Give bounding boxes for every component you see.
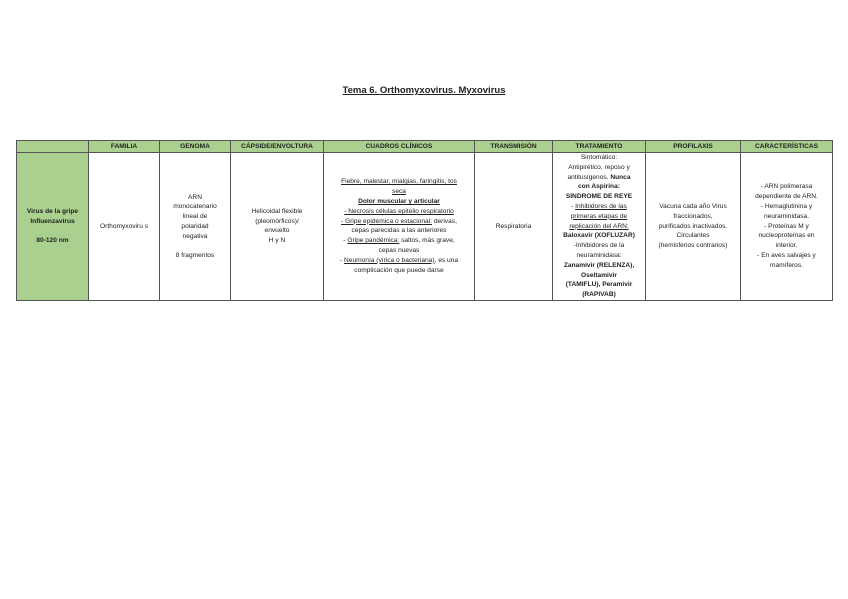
caracteristicas-line: interior.	[775, 242, 798, 250]
header-tratamiento: TRATAMIENTO	[553, 141, 646, 153]
tratamiento-line: primeras etapas de	[570, 212, 628, 220]
tratamiento-line: (RAPIVAB)	[582, 291, 616, 299]
cuadros-fragment: , es una	[434, 256, 459, 264]
tratamiento-line: Baloxavir (XOFLUZAR)	[563, 232, 635, 240]
cuadros-fragment: derivas,	[431, 217, 457, 225]
caracteristicas-line: nucleoproteínas en	[758, 232, 815, 240]
tratamiento-line	[555, 173, 643, 183]
profilaxis-cell	[646, 153, 741, 301]
genoma-line: monocatenario	[173, 203, 217, 211]
header-row	[17, 141, 833, 153]
virus-name-line-1: Virus de la gripe	[26, 208, 79, 216]
transmision-cell	[475, 153, 553, 301]
tratamiento-fragment: Nunca	[608, 173, 631, 181]
genoma-line: lineal de	[182, 213, 208, 221]
caracteristicas-line: mamíferos.	[770, 261, 803, 269]
virus-name-line-2: Influenzavirus	[30, 218, 75, 226]
tratamiento-line: SINDROME DE REYE	[565, 193, 633, 201]
virus-size: 80-120 nm	[36, 236, 69, 244]
cuadros-line: cepas nuevas	[378, 247, 420, 255]
header-cuadros: CUADROS CLÍNICOS	[324, 141, 475, 153]
virus-table	[16, 140, 833, 301]
caracteristicas-line: - Hemaglutinina y	[760, 202, 813, 210]
header-caracteristicas: CARACTERÍSTICAS	[741, 141, 833, 153]
page-title: Tema 6. Orthomyxovirus. Myxovirus	[342, 85, 506, 96]
familia-value: Orthomyxoviru s	[100, 222, 148, 230]
header-profilaxis: PROFILAXIS	[646, 141, 741, 153]
cuadros-line: seca	[392, 188, 406, 196]
header-familia: FAMILIA	[89, 141, 160, 153]
profilaxis-line: Circulantes	[676, 232, 710, 240]
tratamiento-fragment: Inhibidores de las	[575, 202, 627, 210]
profilaxis-line: (hemisferios contrarios)	[658, 242, 728, 250]
tratamiento-fragment: -	[571, 202, 576, 210]
cuadros-fragment: Neumonía (vírica o bacteriana)	[344, 256, 435, 264]
caracteristicas-line: neuraminidasa.	[763, 212, 810, 220]
cuadros-line: Fiebre, malestar, mialgias, faringitis, tos	[341, 178, 457, 186]
cuadros-fragment: -	[339, 256, 345, 264]
caracteristicas-cell	[741, 153, 833, 301]
genoma-line: 8 fragmentos	[175, 251, 215, 259]
genoma-line: negativa	[182, 232, 208, 240]
tratamiento-line: -Inhibidores de la	[573, 242, 625, 250]
tratamiento-line: (TAMIFLU), Peramivir	[565, 281, 633, 289]
capside-cell	[231, 153, 324, 301]
caracteristicas-line: - ARN polimerasa	[760, 183, 813, 191]
tratamiento-line: Sintomático:	[580, 154, 618, 161]
tratamiento-cell	[553, 153, 646, 301]
header-transmision: TRANSMISIÓN	[475, 141, 553, 153]
cuadros-cell	[324, 153, 475, 301]
header-genoma: GENOMA	[160, 141, 231, 153]
cuadros-line	[326, 256, 472, 266]
profilaxis-line: Vacuna cada año Virus	[659, 202, 727, 210]
cuadros-line: - Necrosis células epitelio respiratorio	[344, 207, 454, 215]
caracteristicas-line: - En aves salvajes y	[757, 251, 816, 259]
transmision-value: Respiratoria	[495, 222, 532, 230]
genoma-line: polaridad	[181, 222, 209, 230]
tratamiento-line: Zanamivir (RELENZA),	[563, 261, 635, 269]
cuadros-line	[326, 217, 472, 227]
tratamiento-line: replicación del ARN:	[569, 222, 629, 230]
virus-name-cell	[17, 153, 89, 301]
header-blank	[17, 141, 89, 153]
tratamiento-line: con Aspirina:	[578, 183, 620, 191]
profilaxis-line: fraccionados,	[673, 212, 713, 220]
cuadros-line: Dolor muscular y articular	[358, 198, 440, 206]
tratamiento-line	[555, 202, 643, 212]
header-capside: CÁPSIDE/ENVOLTURA	[231, 141, 324, 153]
tratamiento-line: Oseltamivir	[581, 271, 617, 279]
capside-line: H y N	[268, 237, 286, 245]
cuadros-line: complicación que puede darse	[354, 266, 444, 274]
cuadros-fragment: Gripe pandémica:	[347, 237, 400, 245]
tratamiento-line: neuraminidasa:	[576, 251, 622, 259]
cuadros-fragment: saltos, más grave,	[399, 237, 455, 245]
capside-line: Helicoidal flexible	[251, 207, 303, 215]
cuadros-fragment: -	[343, 237, 348, 245]
familia-cell	[89, 153, 160, 301]
caracteristicas-line: - Proteínas M y	[764, 222, 809, 230]
caracteristicas-line: dependiente de ARN.	[755, 193, 818, 201]
genoma-line: ARN	[188, 193, 202, 201]
table-row	[17, 153, 833, 301]
profilaxis-line: purificados inactivados.	[658, 222, 728, 230]
cuadros-fragment: - Gripe epidémica o estacional:	[341, 217, 432, 225]
cuadros-line	[326, 236, 472, 246]
capside-line: envuelto	[264, 227, 290, 235]
capside-line: (pleomórficos)/	[255, 217, 299, 225]
cuadros-line: cepas parecidas a las anteriores	[351, 227, 447, 235]
tratamiento-fragment: antitusígenos.	[567, 173, 609, 181]
tratamiento-line: Antipirético, reposo y	[568, 163, 630, 171]
genoma-cell	[160, 153, 231, 301]
